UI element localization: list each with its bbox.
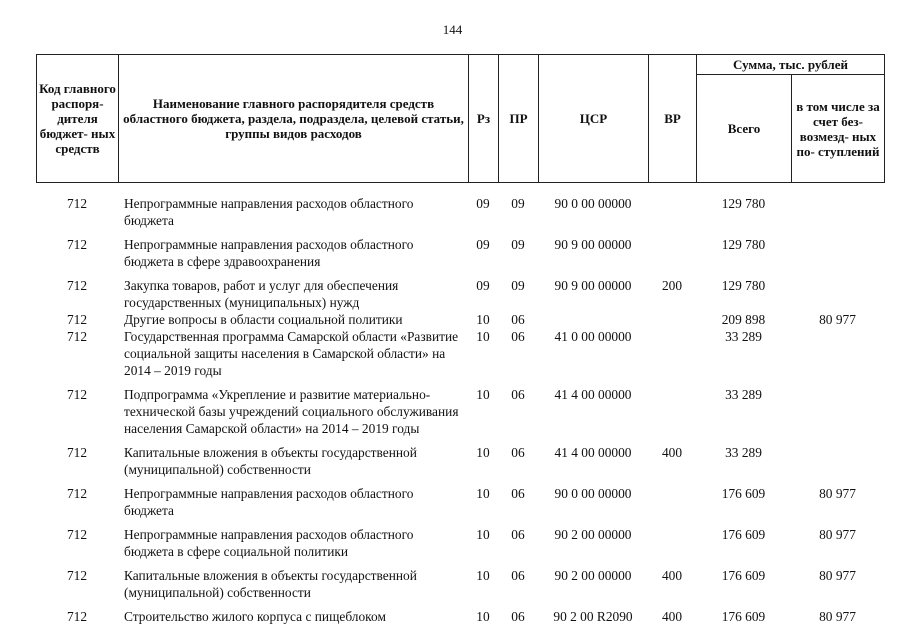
cell-csr: 90 0 00 00000 [554, 486, 632, 501]
page-number: 144 [442, 22, 463, 37]
cell-code: 712 [66, 527, 88, 542]
cell-code: 712 [66, 312, 88, 327]
cell-total: 33 289 [725, 445, 762, 460]
cell-name: Другие вопросы в области социальной политики [124, 312, 403, 327]
header-name: Наименование главного распорядителя средств областного бюджета, раздела, подраздела, целевой статьи, группы видов расходов [119, 55, 469, 183]
cell-name: Государственная программа Самарской области «Развитие социальной защиты населения в Самарской области» на 2014 – 2019 годы [124, 329, 459, 378]
table-row [36, 601, 884, 625]
cell-rz: 10 [476, 527, 490, 542]
cell-total: 33 289 [725, 329, 762, 344]
cell-rz: 10 [476, 568, 490, 583]
table-row [36, 311, 884, 328]
table-row [36, 229, 884, 270]
cell-rz: 10 [476, 387, 490, 402]
cell-vr [648, 229, 696, 270]
cell-code: 712 [66, 609, 88, 624]
cell-total: 129 780 [721, 278, 766, 293]
cell-csr: 90 2 00 00000 [554, 568, 632, 583]
cell-incl [791, 229, 884, 270]
cell-vr [648, 379, 696, 437]
cell-vr [648, 478, 696, 519]
cell-code: 712 [66, 329, 88, 344]
cell-csr: 90 0 00 00000 [554, 196, 632, 211]
header-code: Код главного распоря- дителя бюджет- ных средств [37, 55, 119, 183]
header-rz: Рз [469, 55, 499, 183]
cell-incl [791, 270, 884, 311]
cell-pr: 06 [511, 486, 525, 501]
header-vr: ВР [649, 55, 697, 183]
cell-total: 209 898 [721, 312, 766, 327]
cell-pr: 06 [511, 329, 525, 344]
cell-csr: 90 2 00 00000 [554, 527, 632, 542]
cell-total: 176 609 [721, 486, 766, 501]
cell-total: 176 609 [721, 568, 766, 583]
cell-vr [648, 519, 696, 560]
cell-csr: 41 0 00 00000 [554, 329, 632, 344]
cell-rz: 09 [476, 196, 490, 211]
cell-incl: 80 977 [819, 609, 856, 624]
cell-csr [538, 311, 648, 328]
cell-vr [648, 328, 696, 379]
cell-rz: 10 [476, 329, 490, 344]
header-pr: ПР [499, 55, 539, 183]
cell-code: 712 [66, 387, 88, 402]
cell-vr [648, 195, 696, 229]
table-row [36, 560, 884, 601]
header-sum: Сумма, тыс. рублей [697, 55, 885, 75]
header-total: Всего [697, 75, 792, 183]
cell-vr [648, 311, 696, 328]
cell-name: Строительство жилого корпуса с пищеблоком [124, 609, 386, 624]
cell-csr: 90 9 00 00000 [554, 237, 632, 252]
header-incl: в том числе за счет без- возмезд- ных по- ступлений [792, 75, 885, 183]
cell-incl: 80 977 [819, 568, 856, 583]
cell-incl [791, 195, 884, 229]
cell-name: Непрограммные направления расходов областного бюджета [124, 486, 414, 518]
cell-csr: 90 9 00 00000 [554, 278, 632, 293]
cell-vr: 400 [661, 609, 683, 624]
cell-rz: 10 [476, 312, 490, 327]
cell-incl [791, 437, 884, 478]
cell-code: 712 [66, 196, 88, 211]
table-row [36, 195, 884, 229]
cell-vr: 200 [661, 278, 683, 293]
table-body [36, 195, 884, 625]
header-csr: ЦСР [539, 55, 649, 183]
cell-pr: 06 [511, 387, 525, 402]
cell-pr: 06 [511, 568, 525, 583]
cell-pr: 06 [511, 609, 525, 624]
cell-name: Непрограммные направления расходов областного бюджета в сфере здравоохранения [124, 237, 414, 269]
cell-name: Закупка товаров, работ и услуг для обеспечения государственных (муниципальных) нужд [124, 278, 399, 310]
cell-code: 712 [66, 237, 88, 252]
cell-incl [791, 328, 884, 379]
cell-code: 712 [66, 278, 88, 293]
cell-total: 129 780 [721, 237, 766, 252]
table-row [36, 270, 884, 311]
table-row [36, 328, 884, 379]
cell-incl: 80 977 [819, 312, 856, 327]
cell-vr: 400 [661, 568, 683, 583]
cell-csr: 41 4 00 00000 [554, 387, 632, 402]
table-row [36, 379, 884, 437]
cell-pr: 06 [511, 312, 525, 327]
cell-pr: 06 [511, 445, 525, 460]
cell-name: Капитальные вложения в объекты государственной (муниципальной) собственности [124, 445, 417, 477]
cell-pr: 06 [511, 527, 525, 542]
cell-rz: 10 [476, 609, 490, 624]
cell-incl: 80 977 [819, 527, 856, 542]
cell-code: 712 [66, 486, 88, 501]
cell-rz: 09 [476, 278, 490, 293]
cell-name: Подпрограмма «Укрепление и развитие материально-технической базы учреждений социального обслуживания населения Самарской области» на 2014 – 2019 годы [124, 387, 459, 436]
table-row [36, 437, 884, 478]
cell-total: 176 609 [721, 527, 766, 542]
cell-name: Непрограммные направления расходов областного бюджета [124, 196, 414, 228]
cell-name: Капитальные вложения в объекты государственной (муниципальной) собственности [124, 568, 417, 600]
cell-csr: 90 2 00 R2090 [553, 609, 633, 624]
cell-pr: 09 [511, 237, 525, 252]
cell-vr: 400 [661, 445, 683, 460]
cell-csr: 41 4 00 00000 [554, 445, 632, 460]
cell-total: 129 780 [721, 196, 766, 211]
cell-incl [791, 379, 884, 437]
cell-name: Непрограммные направления расходов областного бюджета в сфере социальной политики [124, 527, 414, 559]
cell-pr: 09 [511, 196, 525, 211]
cell-pr: 09 [511, 278, 525, 293]
cell-total: 176 609 [721, 609, 766, 624]
cell-rz: 09 [476, 237, 490, 252]
table-row [36, 478, 884, 519]
cell-code: 712 [66, 568, 88, 583]
table-header [36, 54, 885, 183]
cell-rz: 10 [476, 486, 490, 501]
cell-incl: 80 977 [819, 486, 856, 501]
cell-code: 712 [66, 445, 88, 460]
cell-rz: 10 [476, 445, 490, 460]
cell-total: 33 289 [725, 387, 762, 402]
table-row [36, 519, 884, 560]
